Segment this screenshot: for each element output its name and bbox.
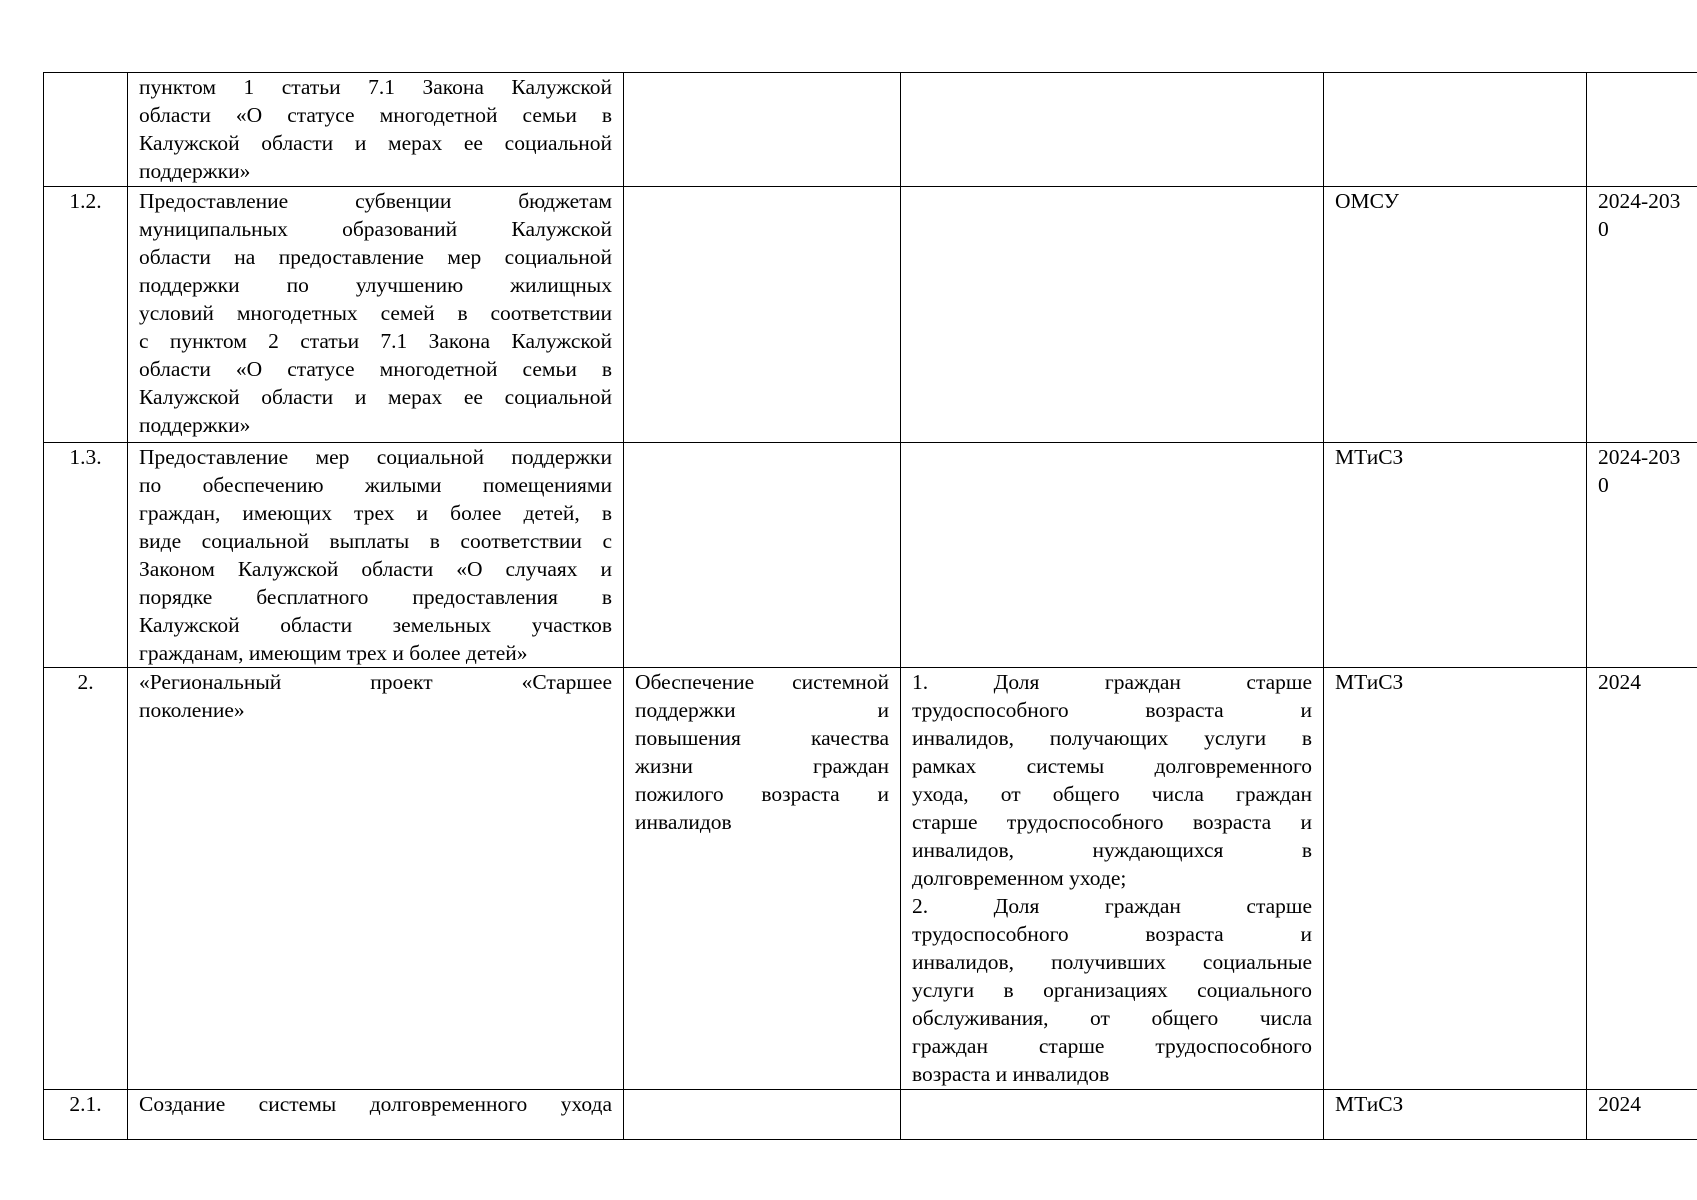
text-line: порядке бесплатного предоставления в [139,585,612,609]
measure-name [128,73,624,187]
goal-cell [624,668,901,1090]
text-line: «Региональный проект «Старшее [139,670,612,694]
text-line: старше трудоспособного возраста и [912,810,1312,834]
period-text: 2024-2030 [1598,189,1681,241]
text-line: гражданам, имеющим трех и более детей» [139,641,528,665]
indicator-cell [901,443,1324,668]
text-line: инвалидов, получающих услуги в [912,726,1312,750]
text-line: с пунктом 2 статьи 7.1 Закона Калужской [139,329,612,353]
row-number: 1.3. [44,443,128,668]
text-line: услуги в организациях социального [912,978,1312,1002]
text-line: граждан старше трудоспособного [912,1034,1312,1058]
text-line: обслуживания, от общего числа [912,1006,1312,1030]
text-line: области на предоставление мер социальной [139,245,612,269]
row-number: 1.2. [44,187,128,443]
text-line: Обеспечение системной [635,670,889,694]
text-line: долговременном уходе; [912,866,1127,890]
text-line: поколение» [139,698,245,722]
period-cell: 2024 [1587,668,1697,1090]
text-line: 2. Доля граждан старше [912,894,1312,918]
text-line: инвалидов, получивших социальные [912,950,1312,974]
row-number: 2.1. [44,1090,128,1140]
indicator-cell [901,73,1324,187]
period-cell [1587,187,1697,443]
row-number [44,73,128,187]
text-line: области «О статусе многодетной семьи в [139,103,612,127]
goal-cell [624,73,901,187]
table-row [44,1090,1697,1140]
text-line: Создание системы долговременного ухода [139,1092,612,1116]
period-cell [1587,73,1697,187]
text-line: Калужской области и мерах ее социальной [139,385,612,409]
text-line: Калужской области земельных участков [139,613,612,637]
period-text: 2024-2030 [1598,445,1681,497]
period-cell [1587,443,1697,668]
indicator-cell [901,187,1324,443]
executor-cell: МТиСЗ [1324,443,1587,668]
table-row [44,187,1697,443]
text-line: жизни граждан [635,754,889,778]
executor-cell: МТиСЗ [1324,668,1587,1090]
row-number: 2. [44,668,128,1090]
text-line: пунктом 1 статьи 7.1 Закона Калужской [139,75,612,99]
text-line: повышения качества [635,726,889,750]
text-line: рамках системы долговременного [912,754,1312,778]
text-line: области «О статусе многодетной семьи в [139,357,612,381]
text-line: Законом Калужской области «О случаях и [139,557,612,581]
table-row [44,73,1697,187]
text-line: поддержки по улучшению жилищных [139,273,612,297]
measure-name [128,443,624,668]
text-line: возраста и инвалидов [912,1062,1110,1086]
goal-cell [624,1090,901,1140]
text-line: муниципальных образований Калужской [139,217,612,241]
executor-cell: ОМСУ [1324,187,1587,443]
measure-name [128,1090,624,1140]
text-line: поддержки» [139,413,251,437]
table-row [44,668,1697,1090]
measure-name [128,187,624,443]
executor-cell: МТиСЗ [1324,1090,1587,1140]
goal-cell [624,187,901,443]
text-line: граждан, имеющих трех и более детей, в [139,501,612,525]
text-line: условий многодетных семей в соответствии [139,301,612,325]
text-line: инвалидов, нуждающихся в [912,838,1312,862]
text-line: трудоспособного возраста и [912,698,1312,722]
program-table [43,72,1697,1140]
text-line: Калужской области и мерах ее социальной [139,131,612,155]
period-cell: 2024 [1587,1090,1697,1140]
text-line: 1. Доля граждан старше [912,670,1312,694]
text-line: Предоставление субвенции бюджетам [139,189,612,213]
indicator-cell [901,668,1324,1090]
executor-cell [1324,73,1587,187]
text-line: поддержки и [635,698,889,722]
goal-cell [624,443,901,668]
text-line: поддержки» [139,159,251,183]
text-line: по обеспечению жилыми помещениями [139,473,612,497]
table-row [44,443,1697,668]
text-line: Предоставление мер социальной поддержки [139,445,612,469]
text-line: пожилого возраста и [635,782,889,806]
text-line: виде социальной выплаты в соответствии с [139,529,612,553]
indicator-cell [901,1090,1324,1140]
text-line: трудоспособного возраста и [912,922,1312,946]
text-line: ухода, от общего числа граждан [912,782,1312,806]
text-line: инвалидов [635,810,732,834]
measure-name [128,668,624,1090]
